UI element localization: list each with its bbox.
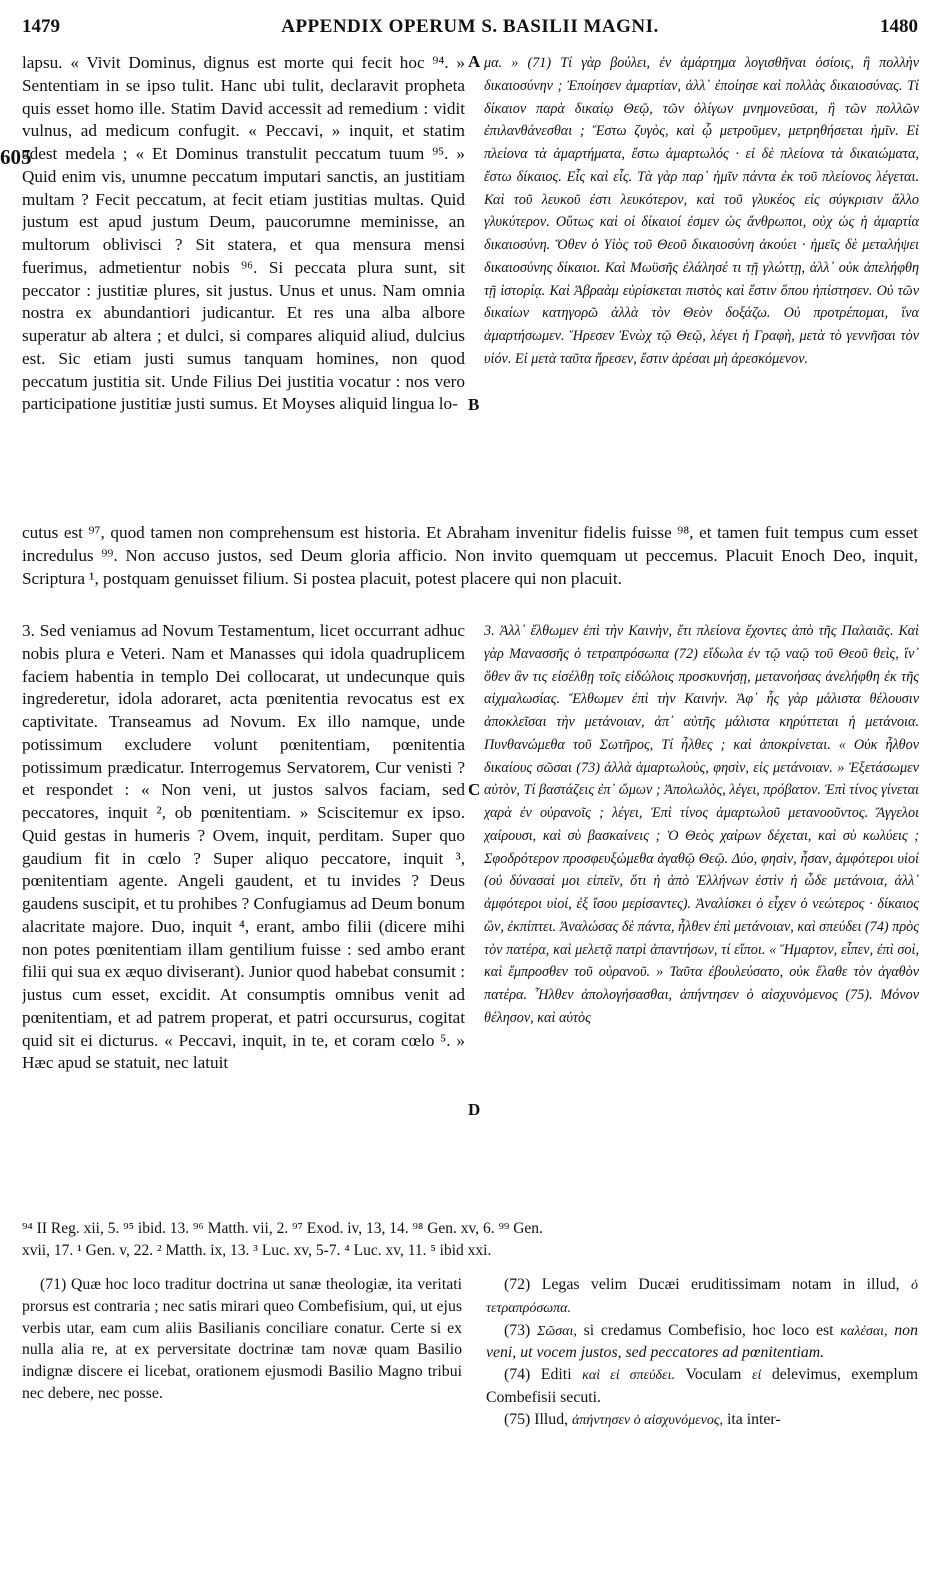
notes-left — [22, 1274, 462, 1464]
note-73 — [486, 1320, 918, 1365]
note-73-text-a: (73) — [504, 1321, 538, 1339]
note-71: (71) Quæ hoc loco traditur doctrina ut sanæ theologiæ, ita veritati prorsus est contraria ; nec satis mirari queo Combefisium, qui, ut ejus verbis utar, eam cum aliis Basilianis conciliare conatur. Certe si ex nulla alia re, at ex perversitate doctrinæ tam novæ quam Basilio indignæ discere ei licebat, orationem ejusmodi Basilio Magno tribui nec debere, nec posse. — [22, 1276, 462, 1402]
note-73-greek-b: καλέσαι, — [840, 1323, 888, 1339]
latin-text-lower: 3. Sed veniamus ad Novum Testamentum, licet occurrant adhuc nobis plura e Veteri. Nam et Manasses qui idola quadruplicem faciem habentia in templo Dei collocarat, ut undecunque quis ingrederetur, idola adoraret, acta pœnitentia revocatus est ex captivitate. Transeamus ad Novum. Ex illo namque, unde potissimum excludere volunt pœnitentiam, pœnitentia potissimum prædicatur. Interrogemus Servatorem, Cur venisti ? et respondet : « Non veni, ut justos salvos faciam, sed peccatores, inquit ², ob pœnitentiam. » Sciscitemur ex ipso. Quid gestas in humeris ? Ovem, inquit, perditam. Super quo gaudium fit in cœlo ? Super aliquo peccatore, inquit ³, pœnitentiam agente. Angeli gaudent, et tu invides ? Deus gaudens suscipit, et tu prohibes ? Confugiamus ad Deum bonum alacritate majore. Duo, inquit ⁴, erant, ambo filii (dicere mihi non potes pœnitentiam illam gentilium fuisse : sed ambo erant filii qui sua ex æquo diviserant). Junior quod habebat consumit : justus cum esset, excidit. At consumptis omnibus venit ad pœnitentiam, et ad patrem properat, et patri occursurus, cogitat quid sit ei dicturus. « Peccavi, inquit, in te, et coram cœlo ⁵. » Hæc apud se statuit, nec latuit — [22, 621, 465, 1073]
note-74 — [486, 1364, 918, 1409]
greek-text-upper: μα. » (71) Τί γὰρ βούλει, ἐν ἁμάρτημα λογισθῆναι ὁσίοις, ἢ πολλὴν δικαιοσύνην ; Ἐποίησεν ἁμαρτίαν, ἀλλ᾽ ἐποίησε καὶ πολλὰς δικαιοσύνας. Τί δίκαιον παρὰ δικαίῳ Θεῷ, τῶν ὀλίγων μνημονεῦσαι, ἢ τῶν πολλῶν ἐπιλανθάνεσθαι ; Ἔστω ζυγὸς, καὶ ᾧ μετροῦμεν, μετρηθήσεται ἡμῖν. Εἰ πλείονα τὰ ἁμαρτήματα, ἔστω ἁμαρτωλός · εἰ δὲ πλείονα τὰ δικαιώματα, ἔστω δίκαιος. Εἷς καὶ εἷς. Τὰ γὰρ παρ᾽ ἡμῖν πάντα ἐκ τοῦ πλείονος λέγεται. Καὶ τοῦ λευκοῦ ἐστι λευκότερον, καὶ τοῦ γλυκέος εἰς σύγκρισιν ἄλλο γλυκύτερον. Οὕτως καὶ οἱ δίκαιοί ἐσμεν ὡς ἄνθρωποι, οὐχ ὡς ἡ ἁμαρτία δικαιοσύνη. Ὅθεν ὁ Υἱὸς τοῦ Θεοῦ δικαιοσύνη ἀκούει · ἡμεῖς δὲ μεταλήψει δικαιοσύνης δίκαιοι. Καὶ Μωϋσῆς ἐλάλησέ τι τῇ γλώττῃ, ἀλλ᾽ οὐκ ἀπελήφθη τῇ ἱστορίᾳ. Καὶ Ἀβραὰμ εὑρίσκεται πιστὸς καὶ ἔστιν ὅπου ἠπίστησεν. Οὐ τῶν δικαίων κατηγορῶ ἀλλὰ τὸν Θεὸν δοξάζω. Οὐ προτρέπομαι, ἵνα ἁμαρτήσωμεν. Ἤρεσεν Ἐνὼχ τῷ Θεῷ, λέγει ἡ Γραφὴ, μετὰ τὸ γεννῆσαι τὸν υἱόν. Εἰ μετὰ ταῦτα ἤρεσεν, ἔστιν ἀρέσαι μὴ ἀρεσκόμενον. — [484, 55, 919, 367]
greek-text-lower: 3. Ἀλλ᾽ ἔλθωμεν ἐπὶ τὴν Καινὴν, ἔτι πλείονα ἔχοντες ἀπὸ τῆς Παλαιᾶς. Καὶ γὰρ Μανασσῆς ὁ τετραπρόσωπα (72) εἴδωλα ἐν τῷ ναῷ τοῦ Θεοῦ θεὶς, ἵν᾽ ὅθεν ἂν τις εἰσέλθῃ τοῖς εἰδώλοις προσκυνήσῃ, μετανοήσας ἀνελήφθη ἐκ τῆς αἰχμαλωσίας. Ἔλθωμεν ἐπὶ τὴν Καινήν. Ἀφ᾽ ἧς γὰρ μάλιστα θέλουσιν ἀποκλεῖσαι τὴν μετάνοιαν, ἀπ᾽ αὐτῆς μάλιστα κηρύττεται ἡ μετάνοια. Πυνθανώμεθα τοῦ Σωτῆρος, Τί ἦλθες ; καὶ ἀποκρίνεται. « Οὐκ ἦλθον δικαίους σῶσαι (73) ἀλλὰ ἁμαρτωλοὺς, φησὶν, εἰς μετάνοιαν. » Ἐξετάσωμεν αὐτὸν, Τί βαστάζεις ἐπ᾽ ὤμων ; Ἀπολωλὸς, λέγει, πρόβατον. Ἐπὶ τίνος γίνεται χαρὰ ἐν οὐρανοῖς ; λέγει, Ἐπὶ τίνος ἁμαρτωλοῦ μετανοοῦντος. Ἄγγελοι χαίρουσι, καὶ σὺ βασκαίνεις ; Ὁ Θεὸς χαίρων δέχεται, καὶ σὺ κωλύεις ; Σφοδρότερον προσφευξώμεθα ἀγαθῷ Θεῷ. Δύο, φησὶν, ἦσαν, ἀμφότεροι υἱοί (οὐ δύνασαί μοι εἰπεῖν, ὅτι ἡ ἀπὸ Ἑλλήνων ἐστὶν ἡ ὧδε μετάνοια, ἀλλ᾽ ἀμφότεροι υἱοί, ἐξ ἴσου μερίσαντες). Ἀναλίσκει ὁ εἶχεν ὁ νεώτερος · δίκαιος ὢν, ἐκπίπτει. Ἀναλώσας δὲ πάντα, ἦλθεν ἐπὶ μετάνοιαν, καὶ σπεύδει (74) πρὸς τὸν πατέρα, καὶ μελετᾷ πατρὶ ἀπαντήσων, τί εἴποι. « Ἥμαρτον, εἶπεν, ἐπὶ σοὶ, καὶ ἔμπροσθεν τοῦ οὐρανοῦ. » Ταῦτα ἐβουλεύσατο, οὐκ ἔλαθε τὸν ἀγαθὸν πατέρα. Ἦλθεν ἀπολογήσασθαι, ἀπήντησεν ὁ αἰσχυνόμενος (75). Μόνον θέλησον, καὶ αὐτὸς — [484, 623, 919, 1026]
note-75-greek: ἀπήντησεν ὁ αἰσχυνόμενος, — [572, 1412, 724, 1428]
running-title: APPENDIX OPERUM S. BASILII MAGNI. — [281, 16, 659, 37]
notes-right — [486, 1274, 918, 1464]
latin-column-upper — [22, 52, 465, 522]
page-number-right: 1480 — [880, 16, 918, 37]
column-number: 605 — [0, 145, 32, 169]
note-74-text-c: delevimus, exemplum Combefisii secuti. — [486, 1366, 918, 1406]
note-74-text-a: (74) Editi — [504, 1366, 583, 1384]
margin-letter-c: C — [468, 780, 481, 799]
note-72 — [486, 1274, 918, 1320]
margin-letter-d: D — [468, 1100, 481, 1119]
note-73-greek-a: Σῶσαι, — [537, 1323, 577, 1339]
greek-column-upper — [484, 52, 919, 522]
footnote-refs-line-2: xvii, 17. ¹ Gen. v, 22. ² Matth. ix, 13. ³ Luc. xv, 5-7. ⁴ Luc. xv, 11. ⁵ ibid xxi. — [22, 1242, 492, 1259]
note-75 — [486, 1409, 918, 1432]
page-header — [22, 16, 918, 46]
footnote-refs-line-1: ⁹⁴ II Reg. xii, 5. ⁹⁵ ibid. 13. ⁹⁶ Matth. vii, 2. ⁹⁷ Exod. iv, 13, 14. ⁹⁸ Gen. xv, 6. ⁹⁹ Gen. — [22, 1220, 543, 1237]
page-number-left: 1479 — [22, 16, 60, 37]
note-72-text: (72) Legas velim Ducæi eruditissimam notam in illud, — [504, 1276, 911, 1293]
latin-column-lower — [22, 620, 465, 1210]
note-73-text-c: non veni, ut vocem justos, sed peccatores ad pœnitentiam. — [486, 1321, 918, 1362]
note-75-text-a: (75) Illud, — [504, 1410, 573, 1428]
margin-letter-b: B — [468, 395, 480, 414]
margin-letter-a: A — [468, 52, 481, 71]
note-75-text-b: ita inter- — [723, 1410, 781, 1428]
note-74-text-b: Voculam — [674, 1366, 752, 1384]
latin-fullwidth-text: cutus est ⁹⁷, quod tamen non comprehensum est historia. Et Abraham invenitur fidelis fuisse ⁹⁸, et tamen fuit tempus cum esset incredulus ⁹⁹. Non accuso justos, sed Deum gloria afficio. Non invito quemquam ut peccemus. Placuit Enoch Deo, inquit, Scriptura ¹, postquam genuisset filium. Si postea placuit, potest placere qui non placuit. — [22, 523, 918, 588]
latin-text-upper: lapsu. « Vivit Dominus, dignus est morte qui fecit hoc ⁹⁴. » Sententiam in se ipso tulit. Hanc ubi tulit, declaravit propheta quis esset homo ille. Statim David accessit ad remedium : vidit vulnus, ad medicum confugit. « Peccavi, » inquit, et statim adest medela ; « Et Dominus transtulit peccatum tuum ⁹⁵. » Quid enim vis, unumne peccatum imputari sanctis, an justitiam multam ? Fecit peccatum, at fecit etiam justitias multas. Quid justum est apud justum Deum, paucorumne meminisse, an multorum oblivisci ? Sit statera, et qua mensura mensi fuerimus, admetientur nobis ⁹⁶. Si peccata plura sunt, sit peccator : justitiæ plures, sit justus. Unus et unus. Nam omnia nostra ex abundantiori judicantur. Et res una alba albore superatur ab altera ; et dulci, si compares aliquid aliud, dulcius est. Sic etiam justi sumus tanquam homines, non quod peccatum justitia sit. Unde Filius Dei justitia vocatur : nos vero participatione justitiæ justi sumus. Et Moyses aliquid lingua lo- — [22, 53, 465, 414]
note-74-greek-b: εἰ — [751, 1368, 762, 1384]
latin-fullwidth — [22, 522, 918, 614]
note-73-text-b: si credamus Combefisio, hoc loco est — [576, 1321, 841, 1339]
greek-column-lower — [484, 620, 919, 1210]
note-74-greek-a: καὶ εἰ σπεύδει. — [582, 1368, 675, 1384]
note-72-greek: ὁ τετραπρόσωπα. — [486, 1278, 918, 1316]
